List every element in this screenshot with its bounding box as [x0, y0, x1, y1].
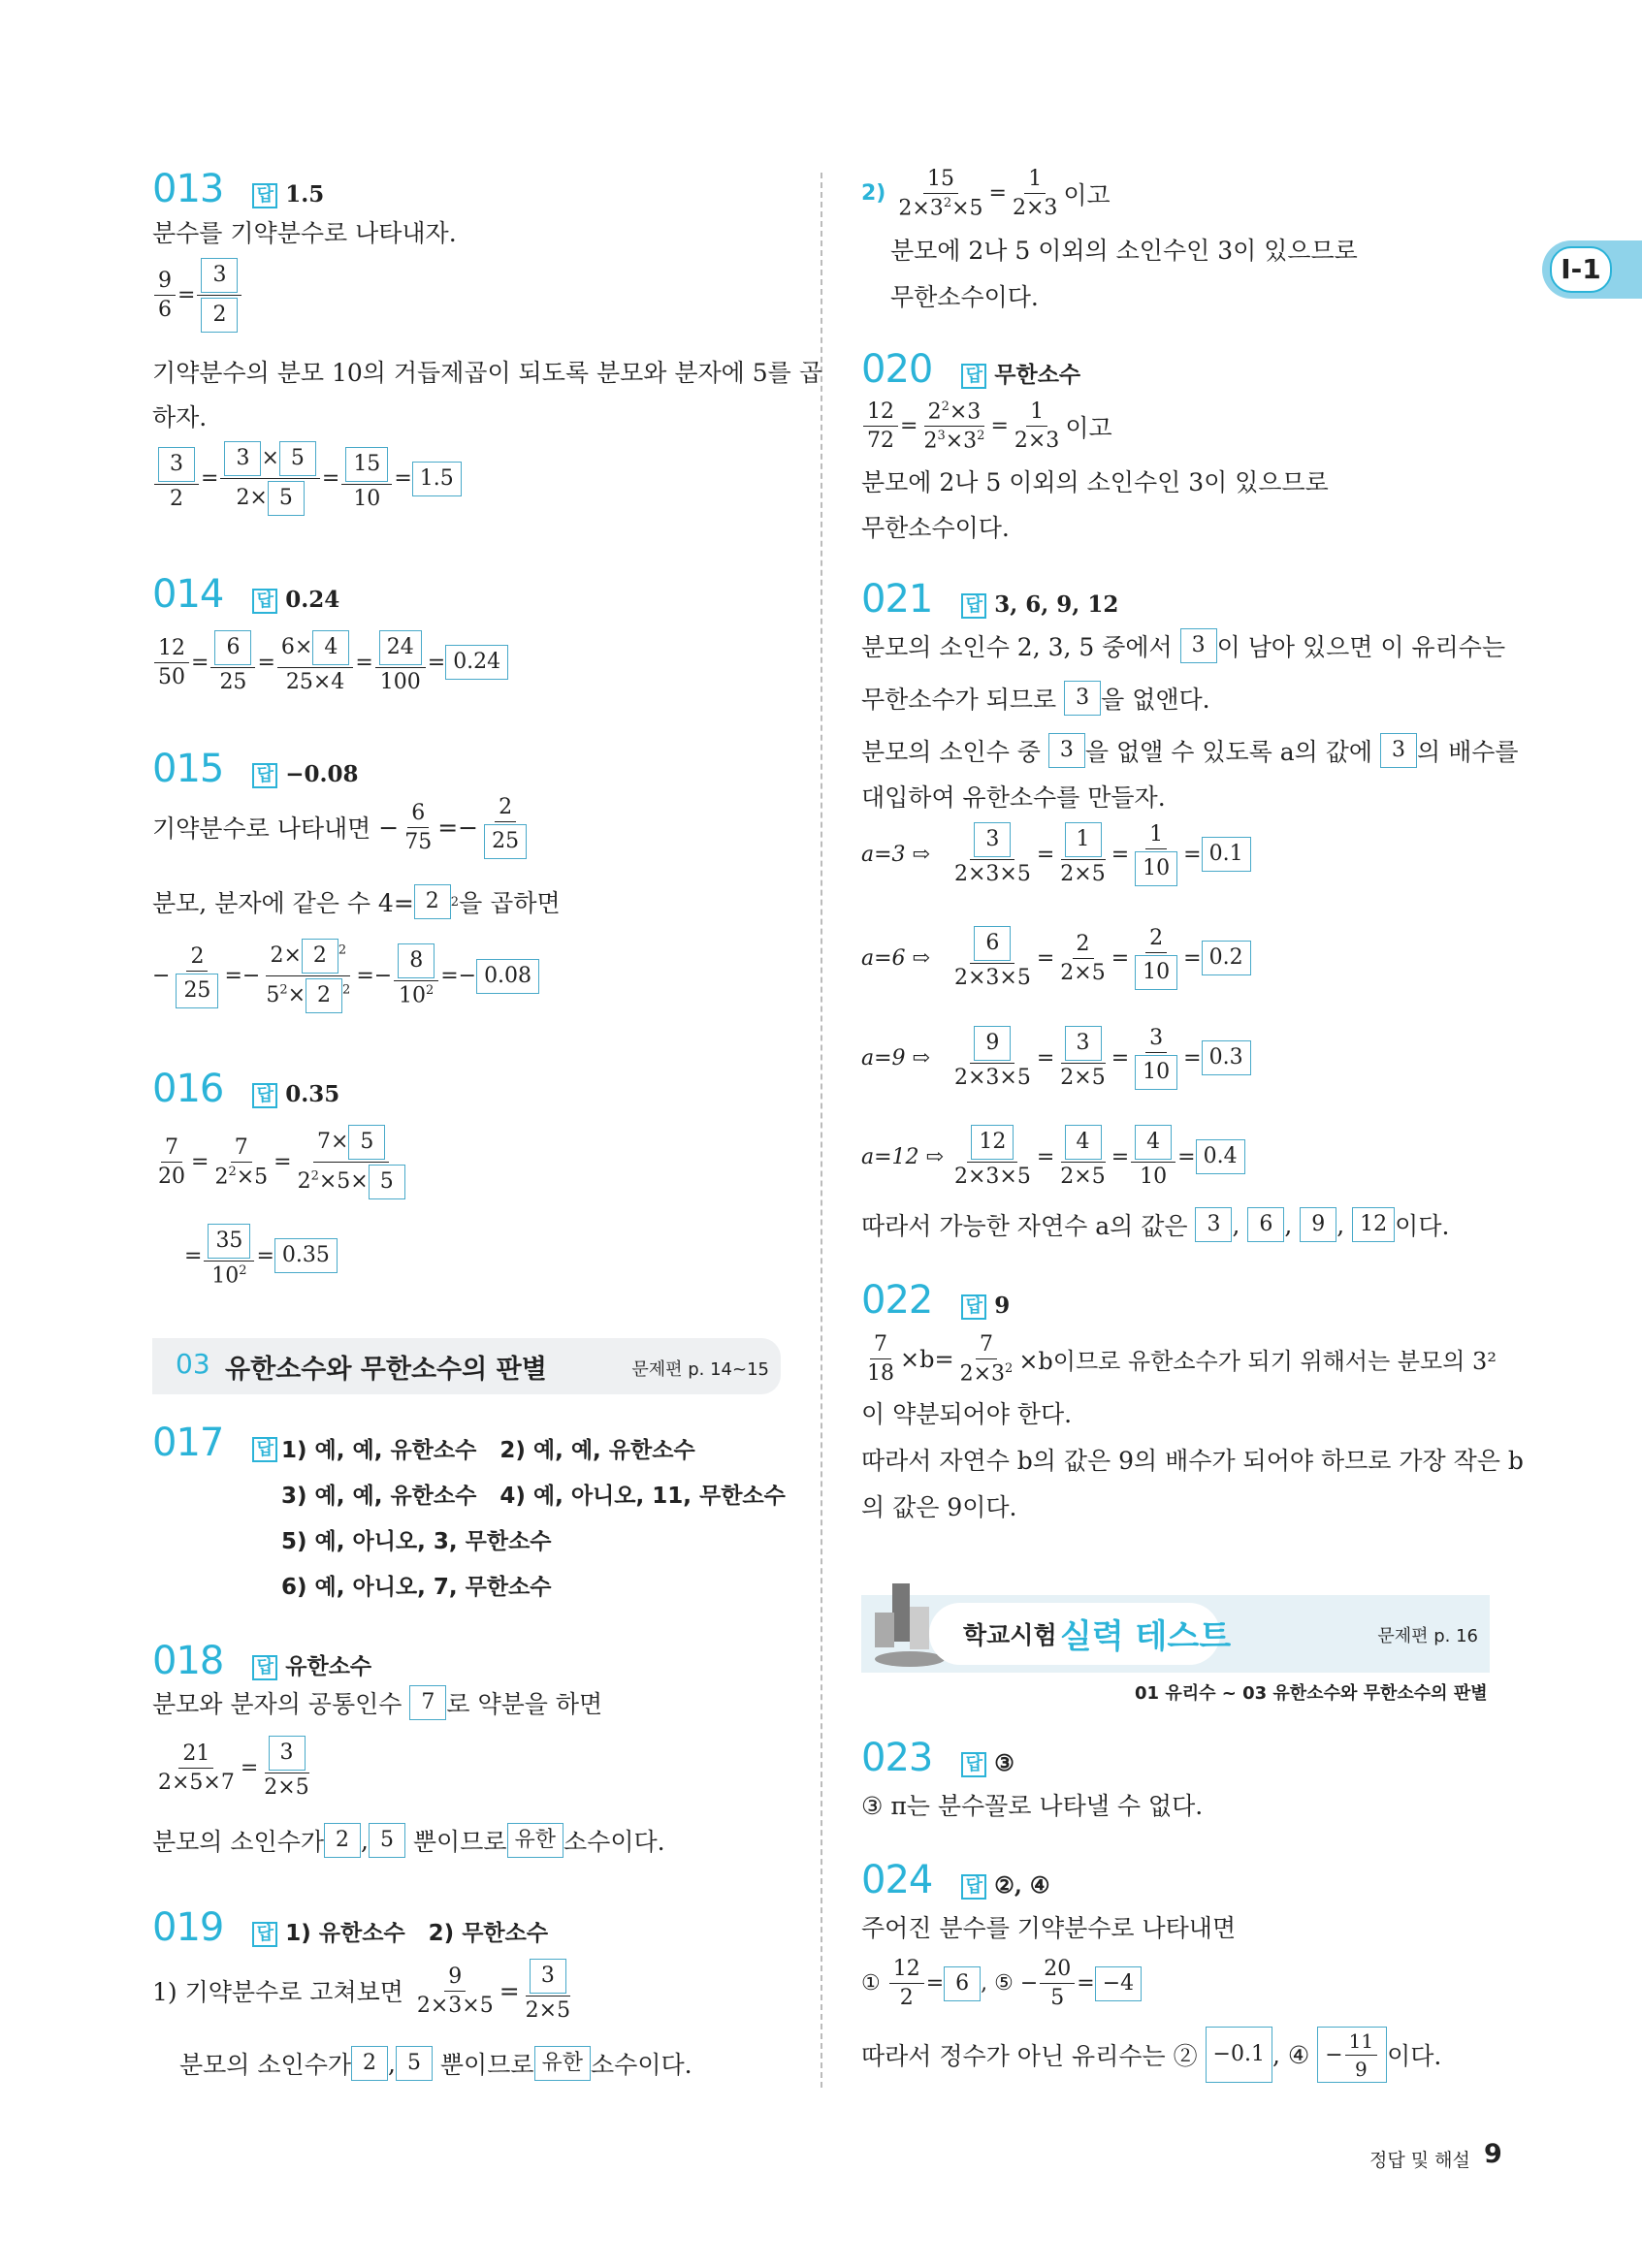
text-part: 분모의 소인수 중: [861, 738, 1041, 766]
answer-value: ②, ④: [994, 1872, 1050, 1899]
problem-number: 019: [152, 1905, 224, 1950]
answer-item: 2) 예, 예, 유한소수: [499, 1438, 695, 1463]
text-part: 의 배수를: [1417, 738, 1519, 766]
text-part: 뿐이므로: [439, 2051, 534, 2079]
problem-number: 023: [861, 1736, 933, 1780]
text-part: 따라서 가능한 자연수 a의 값은: [861, 1212, 1188, 1240]
math-row: a=9 ⇨ $\frac{9}{2\times 3\times 5}$ = $\frac{3}{2\times 5}$ = $\frac{3}{10}$ = 0.3: [861, 1026, 1251, 1090]
problem-number: 018: [152, 1639, 224, 1683]
answer-icon: 답: [961, 364, 986, 389]
answer-value: 0.35: [285, 1081, 340, 1107]
answer-icon: 답: [252, 763, 277, 788]
problem-022: [861, 1278, 1010, 1323]
problem-number: 024: [861, 1858, 933, 1902]
answer-icon: 답: [252, 589, 277, 614]
answer-icon: 답: [252, 1437, 277, 1462]
test-banner: [861, 1595, 1490, 1673]
test-title: 실력 테스트: [1060, 1617, 1232, 1656]
math-row: ① $\frac{12}{2}$ = 6 , ⑤ − $\frac{20}{5}$ = −4: [861, 1957, 1142, 2010]
answer-box: 6: [944, 1966, 981, 2001]
section-header: [152, 1338, 781, 1394]
text-line: 분모에 2나 5 이외의 소인수인 3이 있으므로: [861, 468, 1329, 496]
text-part: 이 남아 있으면 이 유리수는: [1216, 633, 1506, 661]
math-row: $\frac{12}{50}$ = $\frac{6}{25}$ = $\frac{6\times 4}{25\times 4}$ = $\frac{24}{100}$ = 0.24: [152, 630, 508, 694]
problem-number: 013: [152, 167, 224, 211]
text-line: 따라서 자연수 b의 값은 9의 배수가 되어야 하므로 가장 작은 b: [861, 1447, 1524, 1475]
text-part: 이다.: [1387, 2042, 1442, 2070]
math-row: − $\frac{2}{25}$ =− $\frac{2\times 2 ^2}{5^2\times 2 ^2}$ =− $\frac{8}{10^2}$ =− 0.08: [152, 939, 539, 1013]
problem-015: [152, 747, 359, 791]
answer-value: 무한소수: [994, 363, 1081, 388]
text-line: 대입하여 유한소수를 만들자.: [861, 783, 1166, 812]
text-part: 이고: [1063, 180, 1111, 209]
problem-021: [861, 577, 1118, 622]
problem-number: 020: [861, 347, 933, 392]
answer-icon: 답: [961, 1752, 986, 1777]
answer-icon: 답: [252, 1655, 277, 1680]
problem-020: [861, 347, 1080, 392]
text-part: 뿐이므로: [412, 1828, 507, 1856]
answer-icon: 답: [252, 1922, 277, 1947]
text-part: 분모의 소인수가: [179, 2051, 351, 2079]
text-line: 분수를 기약분수로 나타내자.: [152, 219, 457, 247]
section-number: 03: [176, 1348, 210, 1380]
answer-list-017: [281, 1428, 786, 1611]
text-part: 이다.: [1395, 1212, 1450, 1240]
text-line: 분모의 소인수 2, 3, 5 중에서 3 이 남아 있으면 이 유리수는: [861, 628, 1505, 663]
case-label: a=3 ⇨: [861, 842, 930, 867]
text-part: 따라서 정수가 아닌 유리수는 ②: [861, 2042, 1198, 2070]
case-label: a=12 ⇨: [861, 1144, 944, 1169]
answer-box: 유한: [507, 1823, 564, 1858]
answer-value: ③: [994, 1750, 1014, 1776]
text-part: 로 약분을 하면: [446, 1690, 603, 1718]
answer-item: 1) 예, 예, 유한소수: [281, 1438, 477, 1463]
answer-icon: 답: [252, 1083, 277, 1108]
math-row: $\frac{9}{6}$ = $\frac{3}{2}$: [152, 258, 243, 333]
problem-019: [152, 1905, 548, 1950]
text-line: 무한소수가 되므로 3 을 없앤다.: [861, 681, 1210, 716]
math-row: $\frac{7}{20}$ = $\frac{7}{2^2\times 5}$ = $\frac{7\times 5}{2^2\times 5\times 5}$: [152, 1125, 411, 1199]
answer-icon: 답: [961, 1294, 986, 1320]
test-label: 학교시험: [963, 1621, 1057, 1649]
chapter-tab: [1542, 240, 1642, 299]
page-number: 9: [1484, 2139, 1502, 2169]
math-row: $\frac{3}{2}$ = $\frac{3 \times 5}{2\times 5}$ = $\frac{15}{10}$ = 1.5: [152, 441, 462, 516]
math-row: $\frac{7}{18}$ ×b= $\frac{7}{2\times 3^2}$ ×b이므로 유한소수가 되기 위해서는 분모의 3²: [867, 1332, 1497, 1387]
case-label: a=6 ⇨: [861, 945, 930, 971]
test-ref: 문제편 p. 16: [1377, 1626, 1478, 1646]
answer-icon: 답: [961, 1874, 986, 1900]
answer-box: 7: [409, 1685, 446, 1720]
answer-box: 0.4: [1196, 1139, 1245, 1174]
problem-024: [861, 1858, 1050, 1902]
item-label: 2): [861, 181, 886, 207]
text-line: 무한소수이다.: [890, 283, 1039, 311]
section-ref: 문제편 p. 14~15: [631, 1359, 769, 1380]
answer-value: 1) 유한소수 2) 무한소수: [285, 1921, 549, 1946]
text-line: 따라서 가능한 자연수 a의 값은 3 , 6 , 9 , 12 이다.: [861, 1207, 1449, 1242]
text-part: 소수이다.: [563, 1828, 665, 1856]
answer-item: 3) 예, 예, 유한소수: [281, 1484, 477, 1509]
text-line: ③ π는 분수꼴로 나타낼 수 없다.: [861, 1792, 1204, 1820]
answer-icon: 답: [252, 183, 277, 208]
problem-014: [152, 572, 339, 617]
text-line: 의 값은 9이다.: [861, 1493, 1017, 1521]
problem-number: 017: [152, 1421, 224, 1465]
text-part: 분모의 소인수 2, 3, 5 중에서: [861, 633, 1173, 661]
text-line: 분모의 소인수가 2 , 5 뿐이므로 유한 소수이다.: [179, 2046, 692, 2081]
answer-item: 4) 예, 아니오, 11, 무한소수: [499, 1484, 786, 1509]
math-row: a=3 ⇨ $\frac{3}{2\times 3\times 5}$ = $\frac{1}{2\times 5}$ = $\frac{1}{10}$ = 0.1: [861, 822, 1251, 886]
text-part: 무한소수가 되므로: [861, 686, 1057, 714]
text-line: 기약분수의 분모 10의 거듭제곱이 되도록 분모와 분자에 5를 곱: [152, 359, 822, 387]
math-row: 2) $\frac{15}{2\times 3^2\times 5}$ = $\frac{1}{2\times 3}$ 이고: [861, 167, 1111, 221]
answer-value: 3, 6, 9, 12: [994, 591, 1119, 618]
text-part: ×b이므로 유한소수가 되기 위해서는 분모의 3²: [1018, 1348, 1497, 1376]
problem-number: 016: [152, 1067, 224, 1111]
problem-number: 022: [861, 1278, 933, 1323]
text-line: [152, 1685, 602, 1720]
problem-number: 021: [861, 577, 933, 622]
text-line: 분모, 분자에 같은 수 4=: [152, 889, 414, 917]
answer-box: 0.3: [1202, 1040, 1251, 1075]
footer-label: 정답 및 해설: [1369, 2150, 1470, 2171]
math-row: $\frac{21}{2\times 5\times 7}$ = $\frac{3}{2\times 5}$: [152, 1736, 315, 1800]
answer-item: 5) 예, 아니오, 3, 무한소수: [281, 1529, 552, 1554]
text-line: 이 약분되어야 한다.: [861, 1400, 1073, 1428]
problem-017: [152, 1421, 277, 1465]
text-part: 분모와 분자의 공통인수: [152, 1690, 402, 1718]
text-part: 이고: [1065, 413, 1112, 442]
math-row: 분모, 분자에 같은 수 4= 2 2 을 곱하면: [152, 884, 561, 919]
answer-icon: 답: [961, 593, 986, 619]
math-row: 1) 기약분수로 고쳐보면 $\frac{9}{2\times 3\times 5}$ = $\frac{3}{2\times 5}$: [152, 1959, 576, 2023]
text-line: 을 곱하면: [459, 889, 561, 917]
answer-value: 1.5: [285, 181, 325, 208]
text-part: 1) 기약분수로 고쳐보면: [152, 1978, 403, 2006]
text-line: 따라서 정수가 아닌 유리수는 ② −0.1 , ④ − $\frac{11}{9}$ 이다.: [861, 2027, 1441, 2083]
answer-box: 유한: [534, 2046, 592, 2081]
text-part: 을 없앨 수 있도록 a의 값에: [1084, 738, 1373, 766]
answer-value: 유한소수: [285, 1654, 372, 1679]
answer-box: −0.1: [1206, 2027, 1272, 2083]
math-row: a=12 ⇨ $\frac{12}{2\times 3\times 5}$ = $\frac{4}{2\times 5}$ = $\frac{4}{10}$ = 0.4: [861, 1125, 1245, 1189]
text-part: 소수이다.: [591, 2051, 692, 2079]
text-part: 분모의 소인수가: [152, 1828, 324, 1856]
problem-018: [152, 1639, 371, 1683]
math-row: 기약분수로 나타내면 − $\frac{6}{75}$ =− $\frac{2}{25}$: [152, 795, 532, 859]
answer-box: −4: [1095, 1966, 1142, 2001]
math-row: = $\frac{35}{10^2}$ = 0.35: [184, 1224, 338, 1288]
answer-value: 0.24: [285, 587, 340, 613]
answer-item: 6) 예, 아니오, 7, 무한소수: [281, 1575, 552, 1600]
text-line: 분모의 소인수가 2 , 5 뿐이므로 유한 소수이다.: [152, 1823, 665, 1858]
text-line: 분모의 소인수 중 3 을 없앨 수 있도록 a의 값에 3 의 배수를: [861, 733, 1519, 768]
case-label: a=9 ⇨: [861, 1045, 930, 1070]
problem-number: 015: [152, 747, 224, 791]
text-line: 무한소수이다.: [861, 514, 1010, 542]
chapter-tab-label: I-1: [1550, 246, 1612, 293]
answer-box: 0.1: [1202, 837, 1251, 872]
text-line: 하자.: [152, 403, 208, 431]
answer-value: −0.08: [285, 761, 359, 787]
text-line: 기약분수로 나타내면: [152, 815, 371, 843]
column-divider: [821, 173, 822, 2088]
answer-value: 9: [994, 1293, 1011, 1319]
problem-013: [152, 167, 324, 211]
math-row: a=6 ⇨ $\frac{6}{2\times 3\times 5}$ = $\frac{2}{2\times 5}$ = $\frac{2}{10}$ = 0.2: [861, 926, 1251, 990]
answer-box: 0.2: [1202, 941, 1251, 975]
text-line: 주어진 분수를 기약분수로 나타내면: [861, 1914, 1237, 1942]
test-range: 01 유리수 ~ 03 유한소수와 무한소수의 판별: [1135, 1683, 1488, 1704]
problem-016: [152, 1067, 339, 1111]
section-title: 유한소수와 무한소수의 판별: [225, 1355, 547, 1385]
problem-023: [861, 1736, 1014, 1780]
text-line: 분모에 2나 5 이외의 소인수인 3이 있으므로: [890, 237, 1358, 265]
math-row: $\frac{12}{72}$ = $\frac{2^2\times 3}{2^3\times 3^2}$ = $\frac{1}{2\times 3}$ 이고: [861, 399, 1112, 454]
text-part: 을 없앤다.: [1101, 686, 1210, 714]
problem-number: 014: [152, 572, 224, 617]
